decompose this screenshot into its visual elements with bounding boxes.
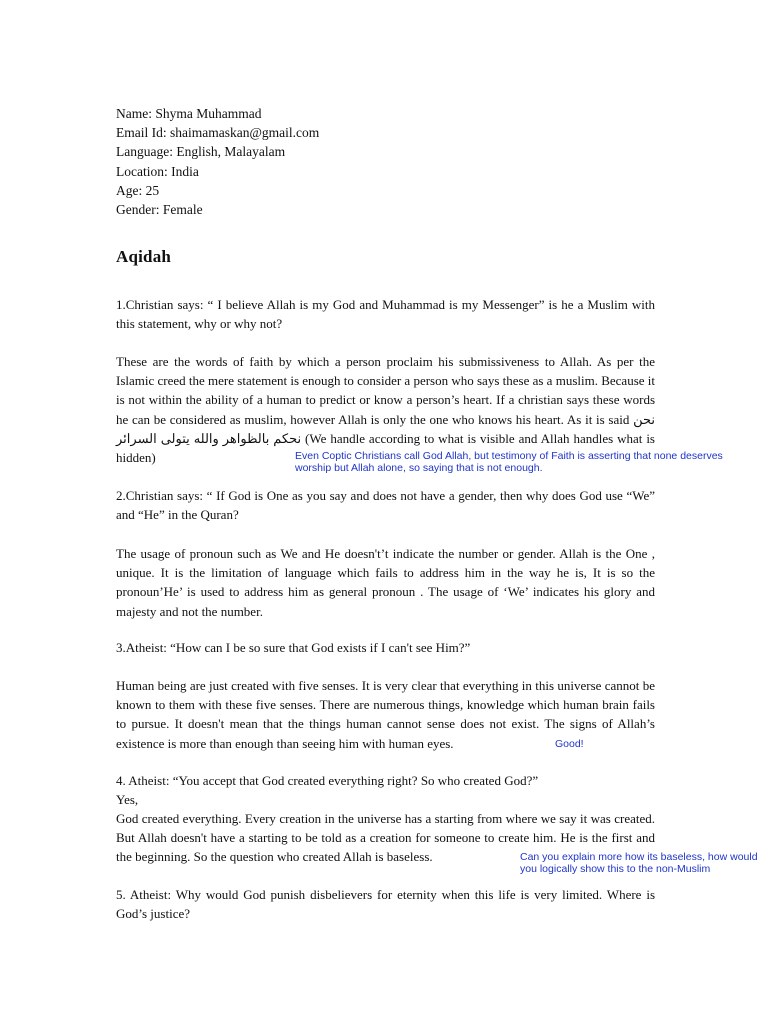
q2-answer: The usage of pronoun such as We and He doesn't’t indicate the number or gender. Allah is the One , unique. It is the limitation of language which fails to address him in the way he is, It is so the pronoun’He’ is used to address him as general pronoun . The usage of ‘We’ indicates his glory and majesty and not the number. (116, 546, 655, 619)
q1-answer-arabic: نحن نحكم بالظواهر والله يتولى السرائر (116, 411, 655, 446)
profile-age: Age: 25 (116, 182, 160, 198)
q3-question: 3.Atheist: “How can I be so sure that God exists if I can't see Him?” (116, 640, 471, 655)
q4-question: 4. Atheist: “You accept that God created everything right? So who created God?” (116, 773, 539, 788)
q4-comment: Can you explain more how its baseless, how would you logically show this to the non-Muslim (520, 851, 758, 875)
q1-question: 1.Christian says: “ I believe Allah is my God and Muhammad is my Messenger” is he a Muslim with this statement, why or why not? (116, 297, 655, 332)
q1-answer-start: These are the words of faith by which a person proclaim his submissiveness to Allah. As per the Islamic creed the mere statement is enough to consider a person who says these as a muslim. Because it is not within the ability of a human to predict or know a person’s heart. If a christian says these words he can be considered as muslim, however Allah is only the one who knows his heart. As it is said (116, 354, 655, 427)
q3-answer-text: Human being are just created with five senses. It is very clear that everything in this universe cannot be known to them with these five senses. There are numerous things, knowledge which human brain fails to pursue. It doesn't mean that the things human cannot sense does not exist. The signs of Allah’s existence is more than enough than seeing him with human eyes. (116, 678, 655, 751)
profile-location: Location: India (116, 163, 199, 179)
profile-language: Language: English, Malayalam (116, 144, 286, 160)
profile-email: Email Id: shaimamaskan@gmail.com (116, 125, 320, 141)
q3-comment: Good! (555, 738, 584, 750)
q4-answer: God created everything. Every creation in the universe has a starting from where we say it was created. But Allah doesn't have a starting to be told as a creation for someone to create him. He is the first and the beginning. So the question who created Allah is baseless. (116, 811, 655, 865)
profile-name: Name: Shyma Muhammad (116, 106, 262, 121)
q1-answer-end: (We handle according to what is visible and Allah handles what is hidden) (116, 430, 655, 466)
q5-question: 5. Atheist: Why would God punish disbelievers for eternity when this life is very limited. Where is God’s justice? (116, 887, 655, 922)
q4-reply: Yes, (116, 792, 139, 807)
section-title: Aqidah (116, 247, 172, 266)
q2-question: 2.Christian says: “ If God is One as you say and does not have a gender, then why does God use “We” and “He” in the Quran? (116, 488, 655, 523)
q1-comment: Even Coptic Christians call God Allah, but testimony of Faith is asserting that none deserves worship but Allah alone, so saying that is not enough. (295, 450, 723, 474)
profile-gender: Gender: Female (116, 202, 203, 218)
profile-block (116, 104, 319, 219)
